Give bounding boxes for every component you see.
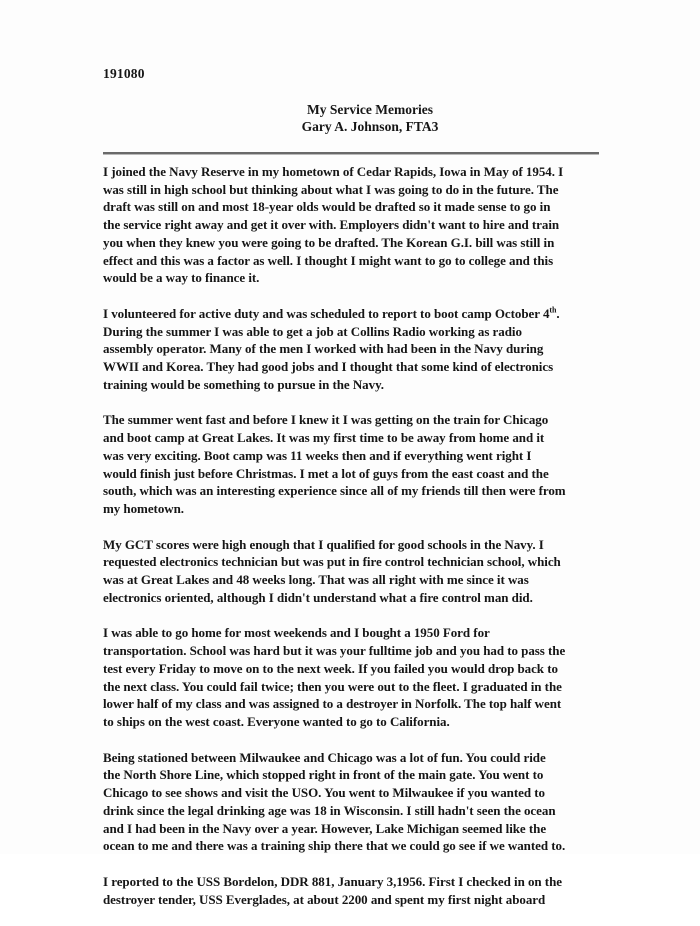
text-line: Being stationed between Milwaukee and Chicago was a lot of fun. You could ride: [103, 749, 546, 765]
document-body: [103, 163, 603, 926]
text-line: the next class. You could fail twice; then you were out to the fleet. I graduated in the: [103, 678, 562, 694]
ordinal-superscript: th: [549, 305, 557, 315]
text-line: the service right away and get it over with. Employers didn't want to hire and train: [103, 217, 560, 233]
text-line: drink since the legal drinking age was 18 in Wisconsin. I still hadn't seen the ocean: [103, 802, 556, 818]
text-line: training would be something to pursue in the Navy.: [103, 376, 385, 392]
text-line: and I had been in the Navy over a year. However, Lake Michigan seemed like the: [103, 820, 547, 836]
text-fragment: I volunteered for active duty and was scheduled to report to boot camp October 4: [103, 305, 550, 321]
text-fragment: .: [556, 305, 560, 321]
text-line: I reported to the USS Bordelon, DDR 881, January 3,1956. First I checked in on the: [103, 873, 562, 889]
text-line: the North Shore Line, which stopped right in front of the main gate. You went to: [103, 767, 544, 783]
text-line: would be a way to finance it.: [103, 270, 260, 286]
text-line: was still in high school but thinking about what I was going to do in the future. The: [103, 181, 559, 197]
text-line: The summer went fast and before I knew it I was getting on the train for Chicago: [103, 412, 549, 428]
document-author: Gary A. Johnson, FTA3: [301, 119, 439, 134]
text-line: was very exciting. Boot camp was 11 weeks then and if everything went right I: [103, 447, 532, 463]
text-line: Chicago to see shows and visit the USO. You went to Milwaukee if you wanted to: [103, 785, 545, 801]
text-line: effect and this was a factor as well. I thought I might want to go to college and this: [103, 252, 554, 268]
text-line: to ships on the west coast. Everyone wanted to go to California.: [103, 713, 450, 729]
paragraph: [103, 873, 603, 908]
text-line: electronics oriented, although I didn't understand what a fire control man did.: [103, 589, 533, 605]
text-line: my hometown.: [103, 500, 185, 516]
title-block: [0, 101, 700, 135]
paragraph: [103, 305, 603, 394]
text-line: south, which was an interesting experience since all of my friends till then were from: [103, 483, 566, 499]
text-line: transportation. School was hard but it was your fulltime job and you had to pass the: [103, 643, 566, 659]
text-line: would finish just before Christmas. I met a lot of guys from the east coast and the: [103, 465, 549, 481]
document-title: My Service Memories: [307, 102, 433, 117]
text-line: I was able to go home for most weekends and I bought a 1950 Ford for: [103, 625, 490, 641]
paragraph: [103, 411, 603, 517]
paragraph: [103, 163, 603, 287]
paragraph: [103, 536, 603, 607]
text-line: WWII and Korea. They had good jobs and I thought that some kind of electronics: [103, 359, 554, 375]
text-line: was at Great Lakes and 48 weeks long. That was all right with me since it was: [103, 572, 529, 588]
text-line: I joined the Navy Reserve in my hometown of Cedar Rapids, Iowa in May of 1954. I: [103, 164, 564, 179]
document-id: 191080: [103, 66, 145, 81]
paragraph: [103, 624, 603, 730]
paragraph: [103, 749, 603, 855]
text-line: destroyer tender, USS Everglades, at about 2200 and spent my first night aboard: [103, 891, 546, 907]
text-line: test every Friday to move on to the next week. If you failed you would drop back to: [103, 660, 558, 676]
text-line: you when they knew you were going to be drafted. The Korean G.I. bill was still in: [103, 234, 555, 250]
text-line: requested electronics technician but was put in fire control technician school, which: [103, 554, 561, 570]
text-line: [103, 305, 603, 323]
text-line: ocean to me and there was a training ship there that we could go see if we wanted to.: [103, 838, 566, 854]
text-line: During the summer I was able to get a job at Collins Radio working as radio: [103, 323, 522, 339]
text-line: lower half of my class and was assigned to a destroyer in Norfolk. The top half went: [103, 696, 562, 712]
text-line: My GCT scores were high enough that I qualified for good schools in the Navy. I: [103, 536, 544, 552]
header-divider: [103, 152, 599, 154]
text-line: and boot camp at Great Lakes. It was my first time to be away from home and it: [103, 430, 545, 446]
text-line: draft was still on and most 18-year olds would be drafted so it made sense to go in: [103, 199, 551, 215]
text-line: assembly operator. Many of the men I worked with had been in the Navy during: [103, 341, 544, 357]
